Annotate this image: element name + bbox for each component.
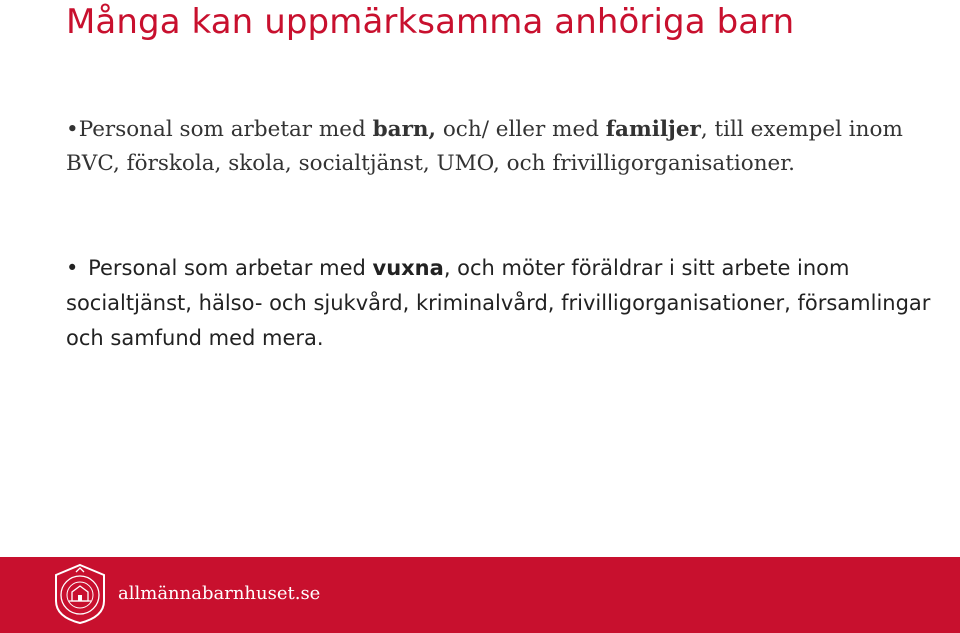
footer-bar: [0, 557, 960, 633]
bullet1-text-2: och/ eller med: [436, 117, 606, 142]
bullet1-text-1: Personal som arbetar med: [78, 117, 373, 142]
seal-logo-icon: [52, 563, 108, 625]
slide-title: Många kan uppmärksamma anhöriga barn: [66, 2, 795, 42]
bullet1-bold-familjer: familjer: [605, 117, 701, 142]
bullet2-text-2: , och möter föräldrar i sitt arbete inom socialtjänst, hälso- och sjukvård, kriminalvård, frivilligorganisationer, församlingar och samfund med mera.: [66, 256, 931, 350]
bullet2-text-1: Personal som arbetar med: [88, 256, 373, 280]
bullet2-bold-vuxna: vuxna: [372, 256, 444, 280]
bullet-marker: •: [66, 256, 79, 280]
bullet1-bold-barn: barn,: [372, 117, 437, 142]
bullet-item-2: [66, 251, 946, 356]
bullet1-text-3: , till exempel inom BVC, förskola, skola, socialtjänst, UMO, och frivilligorganisationer.: [66, 117, 903, 176]
bullet-marker: •: [66, 117, 79, 142]
bullet-item-1: [66, 113, 936, 181]
footer-website: allmännabarnhuset.se: [118, 583, 321, 604]
